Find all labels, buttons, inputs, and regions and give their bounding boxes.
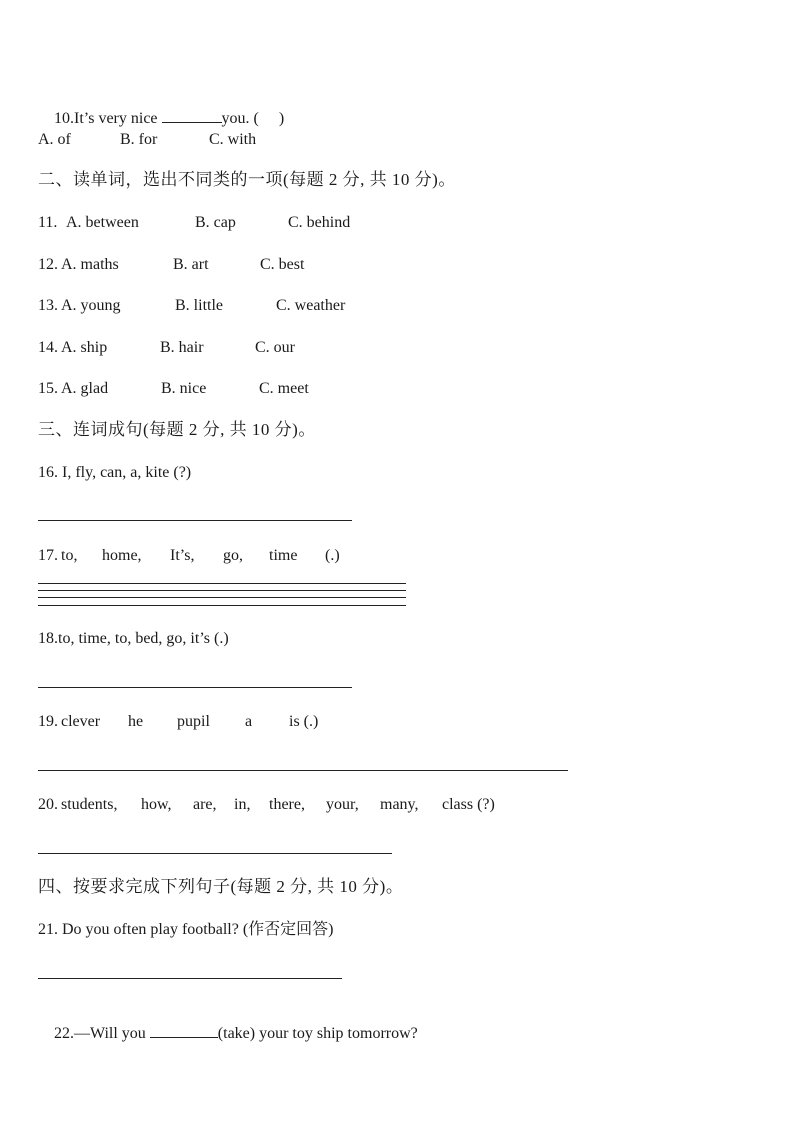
answer-line[interactable] [38, 687, 352, 688]
question-11 [38, 213, 458, 233]
word-token: pupil [177, 713, 210, 730]
option-a: A. of [38, 131, 71, 148]
question-10-prefix: 10.It’s very nice [54, 110, 162, 127]
option-a: A. ship [61, 339, 108, 356]
question-number: 13. [38, 297, 58, 314]
word-token: class (?) [442, 796, 495, 813]
word-token: your, [326, 796, 359, 813]
question-number: 20. [38, 796, 58, 813]
answer-line[interactable] [38, 583, 406, 584]
question-10-options [38, 130, 438, 150]
question-22 [38, 1003, 418, 1064]
question-number: 17. [38, 547, 58, 564]
word-token: there, [269, 796, 305, 813]
question-number: 15. [38, 380, 58, 397]
answer-line[interactable] [38, 978, 342, 979]
answer-blank[interactable] [162, 108, 222, 123]
option-b: B. for [120, 131, 158, 148]
question-14 [38, 338, 458, 358]
word-token: he [128, 713, 144, 730]
option-c: C. our [255, 339, 295, 356]
option-a: A. between [66, 214, 139, 231]
question-17 [38, 546, 458, 566]
word-token: go, [223, 547, 243, 564]
question-12 [38, 255, 458, 275]
answer-line[interactable] [38, 770, 568, 771]
question-16: 16. I, fly, can, a, kite (?) [38, 464, 192, 481]
section-4-title: 四、按要求完成下列句子(每题 2 分, 共 10 分)。 [38, 877, 404, 896]
question-18: 18.to, time, to, bed, go, it’s (.) [38, 630, 229, 647]
word-token: are, [193, 796, 217, 813]
word-token: home, [102, 547, 142, 564]
option-a: A. maths [61, 256, 119, 273]
option-b: B. cap [195, 214, 236, 231]
question-10-suffix: you. ( ) [221, 110, 285, 127]
word-token: many, [380, 796, 419, 813]
question-15 [38, 379, 458, 399]
option-b: B. little [175, 297, 223, 314]
option-b: B. art [173, 256, 209, 273]
answer-line[interactable] [38, 853, 392, 854]
word-token: clever [61, 713, 101, 730]
option-b: B. hair [160, 339, 204, 356]
option-c: C. best [260, 256, 305, 273]
question-number: 12. [38, 256, 58, 273]
question-22-prefix: 22.—Will you [54, 1025, 150, 1042]
question-number: 19. [38, 713, 58, 730]
option-c: C. with [209, 131, 257, 148]
word-token: a [245, 713, 253, 730]
question-22-suffix: (take) your toy ship tomorrow? [217, 1025, 418, 1042]
option-c: C. behind [288, 214, 351, 231]
answer-blank[interactable] [150, 1023, 218, 1038]
answer-line[interactable] [38, 520, 352, 521]
word-token: (.) [325, 547, 340, 564]
answer-line[interactable] [38, 590, 406, 591]
answer-line[interactable] [38, 605, 406, 606]
question-21: 21. Do you often play football? (作否定回答) [38, 921, 334, 938]
option-a: A. young [61, 297, 121, 314]
word-token: students, [61, 796, 118, 813]
word-token: how, [141, 796, 172, 813]
question-20 [38, 795, 558, 815]
option-c: C. meet [259, 380, 309, 397]
answer-line[interactable] [38, 597, 406, 598]
question-number: 14. [38, 339, 58, 356]
word-token: is (.) [289, 713, 319, 730]
word-token: It’s, [170, 547, 195, 564]
word-token: to, [61, 547, 78, 564]
question-number: 11. [38, 214, 62, 231]
option-a: A. glad [61, 380, 109, 397]
section-2-title: 二、读单词，选出不同类的一项(每题 2 分, 共 10 分)。 [38, 170, 456, 189]
option-b: B. nice [161, 380, 207, 397]
section-3-title: 三、连词成句(每题 2 分, 共 10 分)。 [38, 420, 316, 439]
question-13 [38, 296, 458, 316]
word-token: in, [234, 796, 251, 813]
option-c: C. weather [276, 297, 346, 314]
word-token: time [269, 547, 298, 564]
question-19 [38, 712, 458, 732]
